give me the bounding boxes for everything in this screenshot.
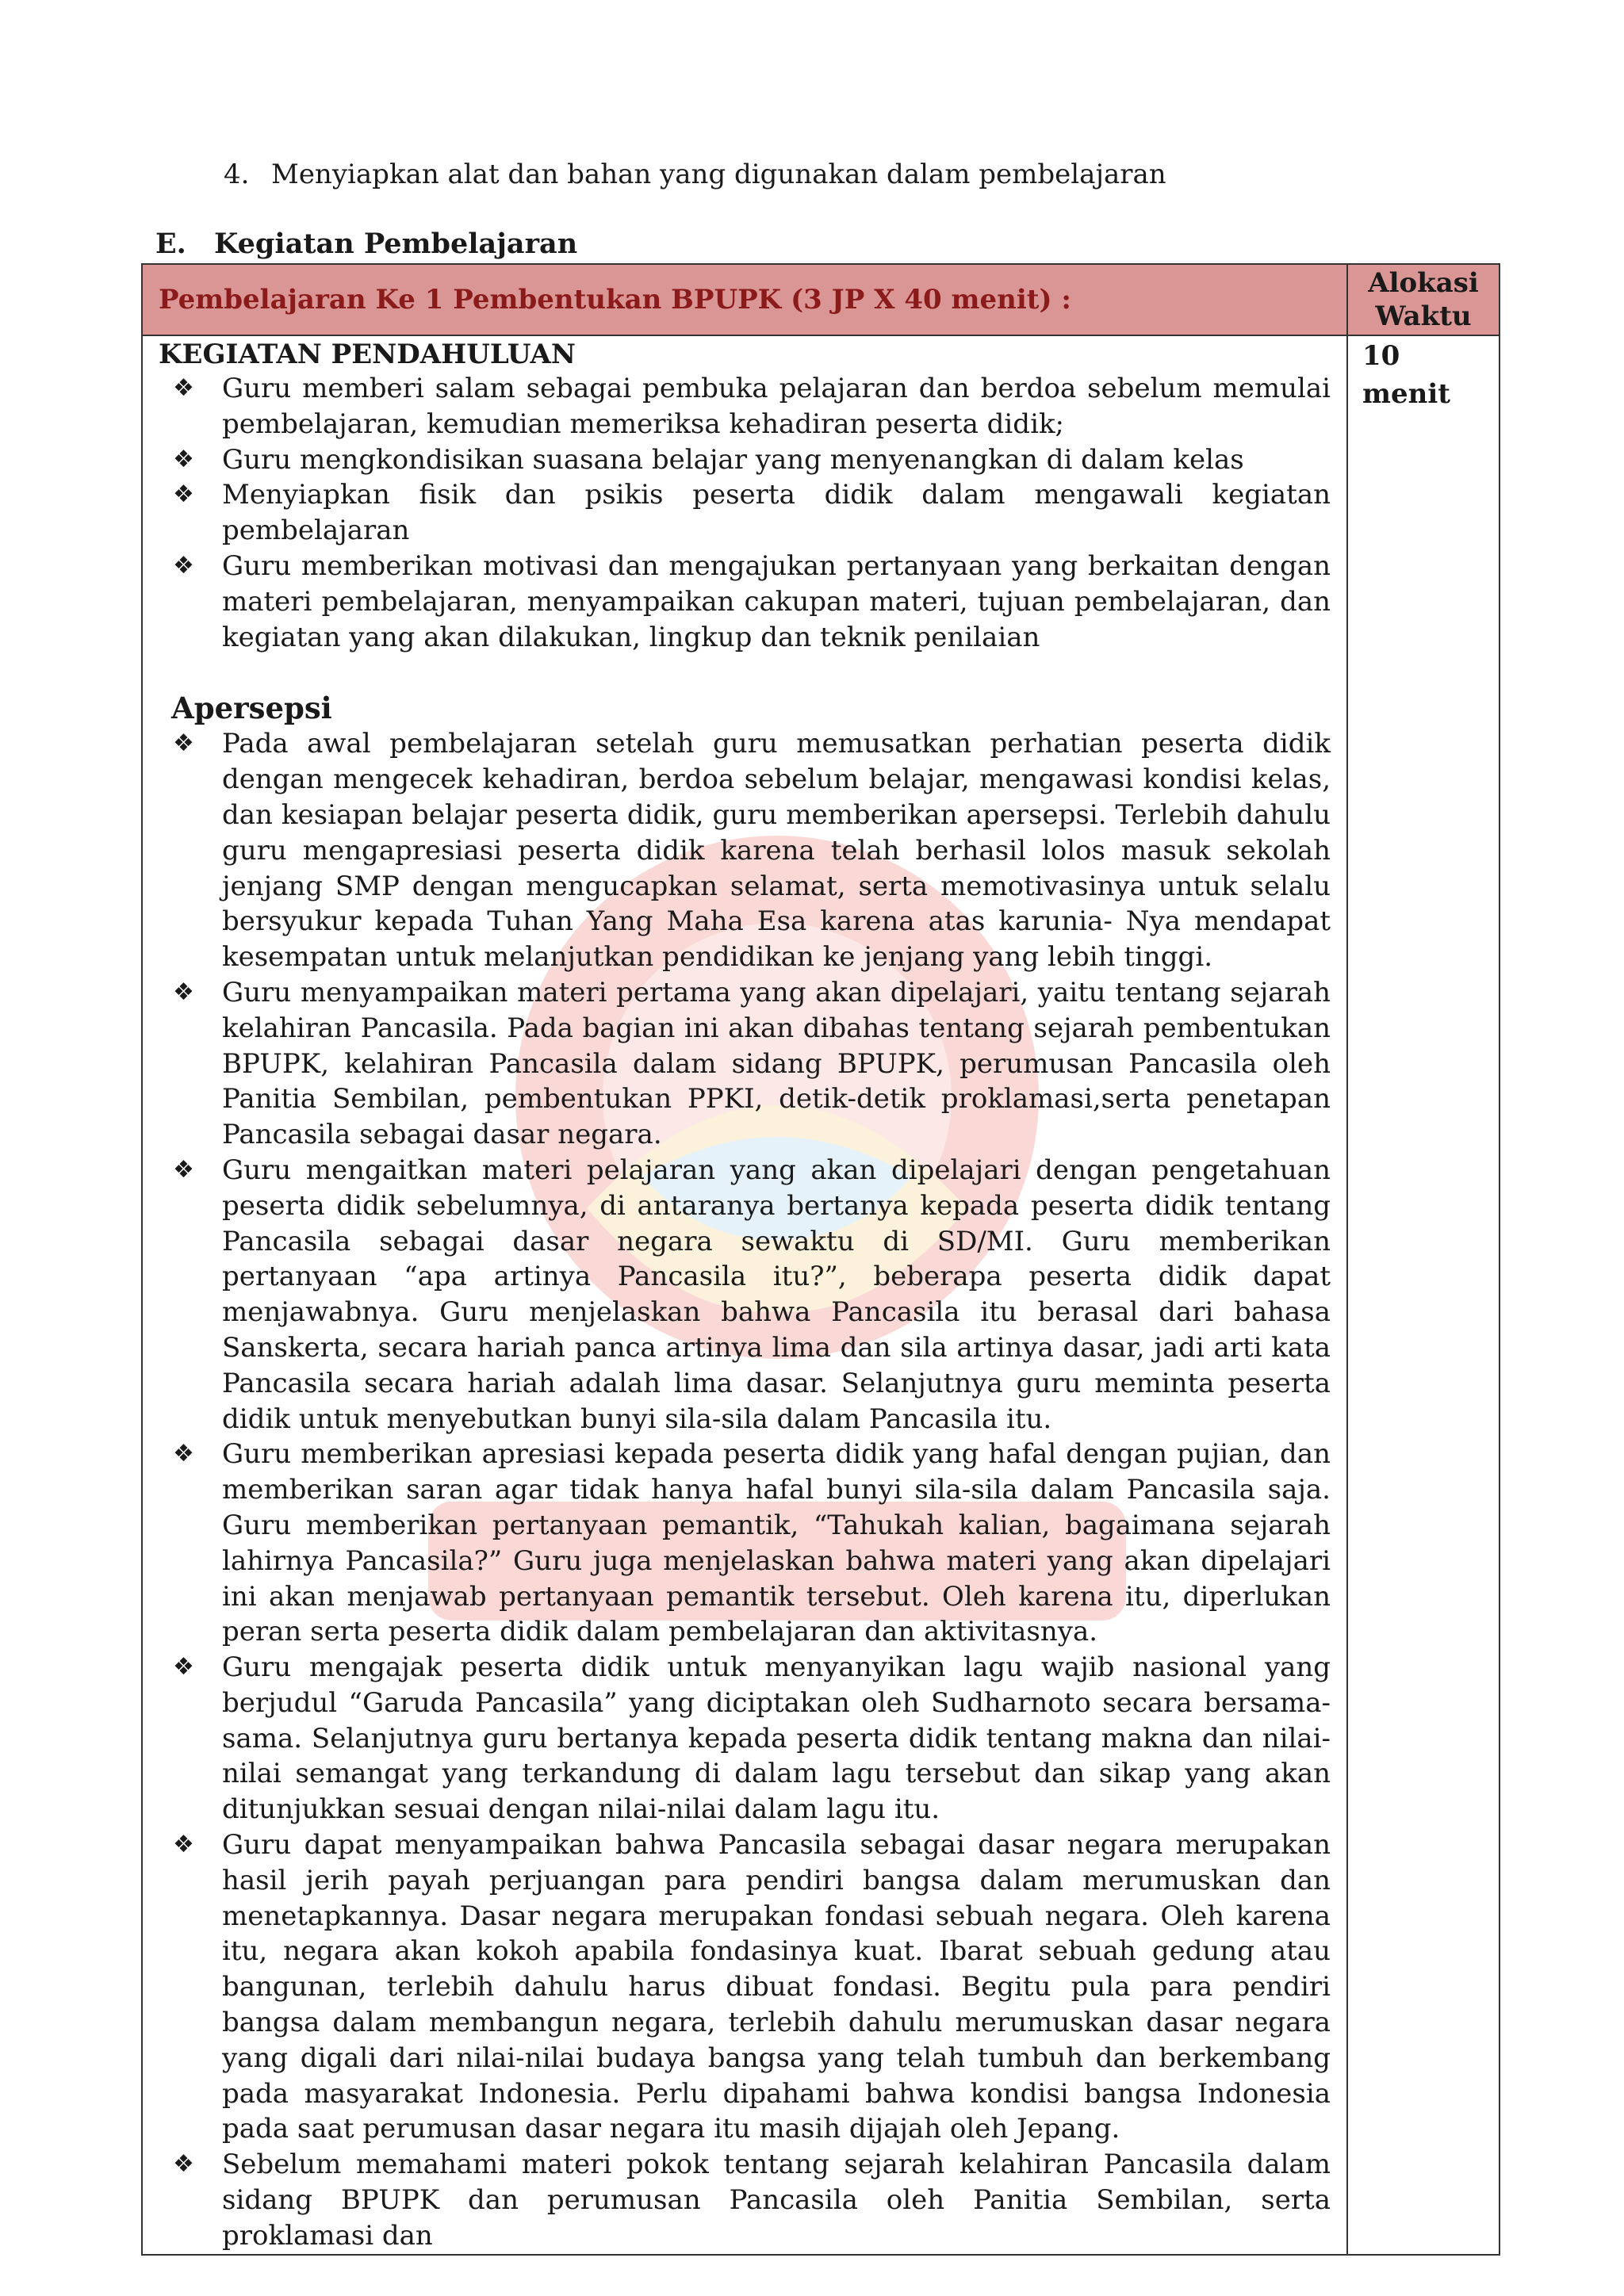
- list-item-text: Guru dapat menyampaikan bahwa Pancasila sebagai dasar negara merupakan hasil jerih payah perjuangan para pendiri bangsa dalam merumuskan dan menetapkannya. Dasar negara merupakan fondasi sebuah negara. Oleh karena itu, negara akan kokoh apabila fondasinya kuat. Ibarat sebuah gedung atau bangunan, terlebih dahulu harus dibuat fondasi. Begitu pula para pendiri bangsa dalam membangun negara, terlebih dahulu merumuskan dasar negara yang digali dari nilai-nilai budaya bangsa yang telah tumbuh dan berkembang pada masyarakat Indonesia. Perlu dipahami bahwa kondisi bangsa Indonesia pada saat perumusan dasar negara itu masih dijajah oleh Jepang.: [222, 1829, 1331, 2145]
- list-item: [173, 1827, 1331, 2147]
- table-body-row: [142, 335, 1500, 2255]
- list-item-text: Guru mengaitkan materi pelajaran yang akan dipelajari dengan pengetahuan peserta didik sebelumnya, di antaranya bertanya kepada peserta didik tentang Pancasila sebagai dasar negara sewaktu di SD/MI. Guru memberikan pertanyaan “apa artinya Pancasila itu?”, beberapa peserta didik dapat menjawabnya. Guru menjelaskan bahwa Pancasila itu berasal dari bahasa Sanskerta, secara hariah panca artinya lima dan sila artinya dasar, jadi arti kata Pancasila secara hariah adalah lima dasar. Selanjutnya guru meminta peserta didik untuk menyebutkan bunyi sila-sila dalam Pancasila itu.: [222, 1154, 1331, 1435]
- diamond-bullet-icon: ❖: [173, 374, 194, 402]
- section-title: Kegiatan Pembelajaran: [214, 228, 578, 260]
- list-item: [173, 2147, 1331, 2253]
- list-item: [173, 1153, 1331, 1437]
- diamond-bullet-icon: ❖: [173, 551, 194, 580]
- diamond-bullet-icon: ❖: [173, 1440, 194, 1468]
- section-letter: E.: [155, 228, 186, 260]
- allocation-value: 10: [1362, 340, 1400, 372]
- table-header-row: [142, 264, 1500, 335]
- apersepsi-list: [159, 726, 1331, 2253]
- table-header-allocation: [1347, 264, 1500, 335]
- numbered-list-item: [224, 155, 1166, 193]
- lesson-table: [141, 263, 1500, 2256]
- allocation-cell: [1347, 335, 1500, 2255]
- pendahuluan-list: [159, 371, 1331, 655]
- list-item: [173, 975, 1331, 1153]
- list-item: [173, 477, 1331, 549]
- diamond-bullet-icon: ❖: [173, 445, 194, 473]
- pendahuluan-title: KEGIATAN PENDAHULUAN: [159, 339, 576, 370]
- diamond-bullet-icon: ❖: [173, 2150, 194, 2179]
- activity-cell: [142, 335, 1347, 2255]
- list-item: [173, 549, 1331, 655]
- diamond-bullet-icon: ❖: [173, 978, 194, 1006]
- list-item-text: Guru menyampaikan materi pertama yang akan dipelajari, yaitu tentang sejarah kelahiran Pancasila. Pada bagian ini akan dibahas tentang sejarah pembentukan BPUPK, kelahiran Pancasila dalam sidang BPUPK, perumusan Pancasila oleh Panitia Sembilan, pembentukan PPKI, detik-detik proklamasi,serta penetapan Pancasila sebagai dasar negara.: [222, 976, 1331, 1151]
- section-heading: [155, 227, 577, 262]
- list-item: [173, 1437, 1331, 1650]
- activity-content: [143, 338, 1346, 2254]
- diamond-bullet-icon: ❖: [173, 1653, 194, 1682]
- header-allocation-line1: Alokasi: [1368, 267, 1479, 299]
- list-item-text: Guru memberi salam sebagai pembuka pelajaran dan berdoa sebelum memulai pembelajaran, kemudian memeriksa kehadiran peserta didik;: [222, 373, 1331, 440]
- list-item-text: Menyiapkan fisik dan psikis peserta didik dalam mengawali kegiatan pembelajaran: [222, 479, 1331, 547]
- list-item-text: Guru mengajak peserta didik untuk menyanyikan lagu wajib nasional yang berjudul “Garuda Pancasila” yang diciptakan oleh Sudharnoto secara bersama-sama. Selanjutnya guru bertanya kepada peserta didik tentang makna dan nilai-nilai semangat yang terkandung di dalam lagu tersebut dan sikap yang akan ditunjukkan sesuai dengan nilai-nilai dalam lagu itu.: [222, 1651, 1331, 1826]
- list-item: [173, 371, 1331, 442]
- list-item: [173, 726, 1331, 975]
- diamond-bullet-icon: ❖: [173, 480, 194, 509]
- list-item: [173, 1650, 1331, 1827]
- apersepsi-title: Apersepsi: [171, 691, 332, 726]
- list-item-text: Guru memberikan motivasi dan mengajukan pertanyaan yang berkaitan dengan materi pembelajaran, menyampaikan cakupan materi, tujuan pembelajaran, dan kegiatan yang akan dilakukan, lingkup dan teknik penilaian: [222, 549, 1331, 653]
- diamond-bullet-icon: ❖: [173, 1831, 194, 1859]
- list-item-text: Guru mengkondisikan suasana belajar yang menyenangkan di dalam kelas: [222, 443, 1244, 476]
- diamond-bullet-icon: ❖: [173, 1155, 194, 1184]
- header-allocation-line2: Waktu: [1375, 300, 1472, 332]
- diamond-bullet-icon: ❖: [173, 729, 194, 758]
- list-item-text: Sebelum memahami materi pokok tentang sejarah kelahiran Pancasila dalam sidang BPUPK dan perumusan Pancasila oleh Panitia Sembilan, serta proklamasi dan: [222, 2149, 1331, 2252]
- table-header-main: Pembelajaran Ke 1 Pembentukan BPUPK (3 JP X 40 menit) :: [142, 264, 1347, 335]
- list-item-text: Menyiapkan alat dan bahan yang digunakan dalam pembelajaran: [271, 159, 1166, 190]
- list-number: 4.: [224, 159, 250, 190]
- list-item-text: Pada awal pembelajaran setelah guru memusatkan perhatian peserta didik dengan mengecek kehadiran, berdoa sebelum belajar, mengawasi kondisi kelas, dan kesiapan belajar peserta didik, guru memberikan apersepsi. Terlebih dahulu guru mengapresiasi peserta didik karena telah berhasil lolos masuk sekolah jenjang SMP dengan mengucapkan selamat, serta memotivasinya untuk selalu bersyukur kepada Tuhan Yang Maha Esa karena atas karunia- Nya mendapat kesempatan untuk melanjutkan pendidikan ke jenjang yang lebih tinggi.: [222, 728, 1331, 974]
- list-item: [173, 442, 1331, 478]
- allocation-unit: menit: [1362, 378, 1450, 410]
- list-item-text: Guru memberikan apresiasi kepada peserta didik yang hafal dengan pujian, dan memberikan saran agar tidak hanya hafal bunyi sila-sila dalam Pancasila saja. Guru memberikan pertanyaan pemantik, “Tahukah kalian, bagaimana sejarah lahirnya Pancasila?” Guru juga menjelaskan bahwa materi yang akan dipelajari ini akan menjawab pertanyaan pemantik tersebut. Oleh karena itu, diperlukan peran serta peserta didik dalam pembelajaran dan aktivitasnya.: [222, 1438, 1331, 1648]
